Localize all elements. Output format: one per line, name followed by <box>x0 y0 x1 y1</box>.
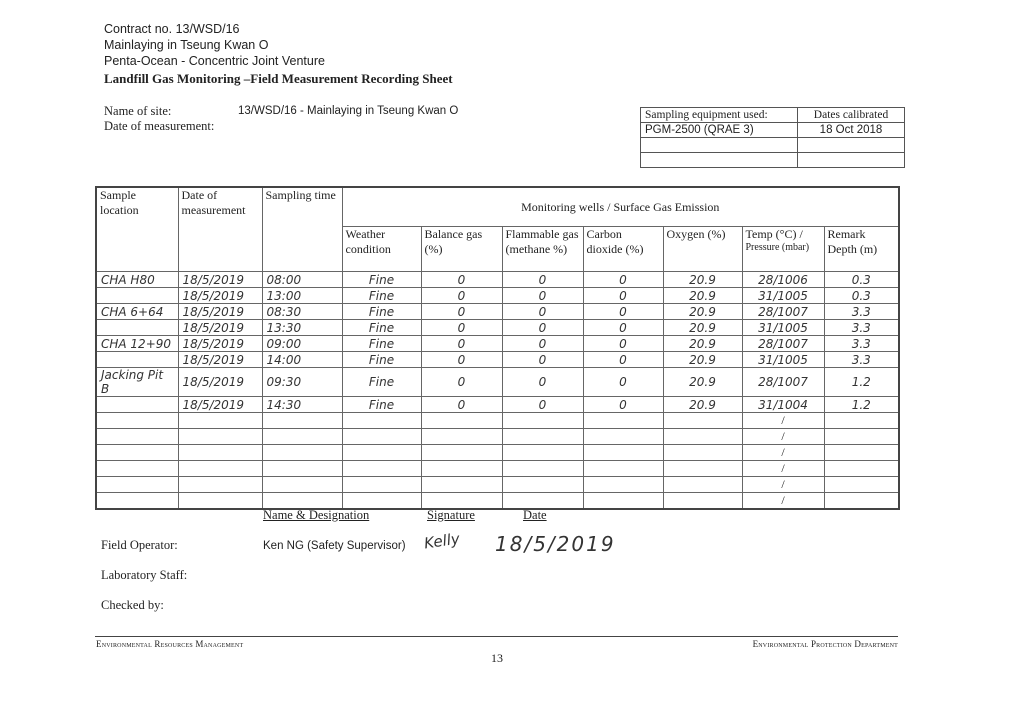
measurement-table <box>95 186 900 510</box>
table-row <box>96 272 899 288</box>
col-header-date: Date of measurement <box>178 187 262 272</box>
cell-weather <box>342 413 421 429</box>
cell-depth: 3.3 <box>824 336 899 352</box>
footer-right: Environmental Protection Department <box>752 639 898 649</box>
table-row-empty <box>96 445 899 461</box>
cell-co2 <box>583 461 663 477</box>
cell-date <box>178 445 262 461</box>
cell-oxygen <box>663 445 742 461</box>
cell-co2: 0 <box>583 336 663 352</box>
cell-depth: 1.2 <box>824 397 899 413</box>
cell-location: CHA 6+64 <box>96 304 178 320</box>
cell-depth: 1.2 <box>824 368 899 397</box>
cell-depth: 0.3 <box>824 272 899 288</box>
cell-flammable: 0 <box>502 397 583 413</box>
cell-flammable <box>502 445 583 461</box>
laboratory-staff-label: Laboratory Staff: <box>101 568 188 582</box>
cell-co2: 0 <box>583 368 663 397</box>
site-name-label: Name of site: <box>104 104 172 118</box>
cell-oxygen <box>663 461 742 477</box>
cell-date: 18/5/2019 <box>178 397 262 413</box>
cell-weather: Fine <box>342 397 421 413</box>
cell-temp-pressure: / <box>742 461 824 477</box>
cell-date: 18/5/2019 <box>178 320 262 336</box>
cell-weather: Fine <box>342 288 421 304</box>
cell-oxygen: 20.9 <box>663 368 742 397</box>
cell-weather <box>342 445 421 461</box>
cell-oxygen <box>663 493 742 510</box>
table-body <box>96 272 899 510</box>
cell-location <box>96 352 178 368</box>
cell-oxygen <box>663 429 742 445</box>
cell-balance <box>421 445 502 461</box>
cell-weather: Fine <box>342 304 421 320</box>
cell-flammable: 0 <box>502 288 583 304</box>
equipment-empty-cell <box>798 138 905 153</box>
cell-time <box>262 429 342 445</box>
cell-oxygen: 20.9 <box>663 397 742 413</box>
cell-time <box>262 413 342 429</box>
cell-co2: 0 <box>583 304 663 320</box>
cell-location: CHA 12+90 <box>96 336 178 352</box>
cell-balance <box>421 461 502 477</box>
table-row <box>96 397 899 413</box>
date-header: Date <box>523 508 547 522</box>
cell-flammable: 0 <box>502 272 583 288</box>
cell-temp-pressure: 31/1005 <box>742 320 824 336</box>
cell-flammable <box>502 493 583 510</box>
cell-date <box>178 477 262 493</box>
cell-balance <box>421 413 502 429</box>
cell-balance <box>421 477 502 493</box>
cell-flammable <box>502 477 583 493</box>
cell-temp-pressure: 31/1005 <box>742 352 824 368</box>
calibration-header: Dates calibrated <box>798 108 905 123</box>
cell-location <box>96 397 178 413</box>
col-header-location: Sample location <box>96 187 178 272</box>
table-row <box>96 352 899 368</box>
cell-time <box>262 461 342 477</box>
cell-temp-pressure: / <box>742 493 824 510</box>
table-row-empty <box>96 429 899 445</box>
cell-flammable <box>502 413 583 429</box>
footer-divider <box>95 636 898 637</box>
cell-date: 18/5/2019 <box>178 304 262 320</box>
cell-temp-pressure: / <box>742 445 824 461</box>
cell-weather <box>342 477 421 493</box>
cell-location <box>96 320 178 336</box>
pressure-label: Pressure (mbar) <box>745 242 810 253</box>
cell-temp-pressure: / <box>742 477 824 493</box>
cell-depth <box>824 445 899 461</box>
cell-flammable <box>502 461 583 477</box>
col-header-flammable: Flammable gas (methane %) <box>502 227 583 272</box>
equipment-device: PGM-2500 (QRAE 3) <box>641 123 798 138</box>
cell-date: 18/5/2019 <box>178 288 262 304</box>
cell-temp-pressure: 28/1007 <box>742 368 824 397</box>
cell-location <box>96 477 178 493</box>
cell-date <box>178 429 262 445</box>
table-row <box>96 304 899 320</box>
cell-date <box>178 493 262 510</box>
table-row <box>96 368 899 397</box>
table-row <box>96 336 899 352</box>
cell-balance: 0 <box>421 288 502 304</box>
equipment-table <box>640 107 905 168</box>
cell-oxygen: 20.9 <box>663 352 742 368</box>
field-operator-signature: Kelly <box>422 529 461 553</box>
col-header-co2: Carbon dioxide (%) <box>583 227 663 272</box>
cell-flammable: 0 <box>502 320 583 336</box>
cell-date: 18/5/2019 <box>178 352 262 368</box>
cell-location <box>96 493 178 510</box>
cell-location <box>96 461 178 477</box>
equipment-empty-cell <box>641 138 798 153</box>
cell-co2: 0 <box>583 272 663 288</box>
contract-number: Contract no. 13/WSD/16 <box>104 22 240 36</box>
cell-weather: Fine <box>342 352 421 368</box>
cell-co2: 0 <box>583 352 663 368</box>
table-row <box>96 320 899 336</box>
cell-temp-pressure: 28/1006 <box>742 272 824 288</box>
cell-depth: 0.3 <box>824 288 899 304</box>
cell-weather <box>342 429 421 445</box>
cell-co2 <box>583 493 663 510</box>
cell-temp-pressure: 31/1004 <box>742 397 824 413</box>
cell-time: 14:00 <box>262 352 342 368</box>
name-designation-header: Name & Designation <box>263 508 370 522</box>
field-operator-label: Field Operator: <box>101 538 178 552</box>
calibration-date: 18 Oct 2018 <box>798 123 905 138</box>
cell-weather: Fine <box>342 320 421 336</box>
table-row <box>96 288 899 304</box>
cell-temp-pressure: / <box>742 413 824 429</box>
cell-co2: 0 <box>583 320 663 336</box>
field-operator-name: Ken NG (Safety Supervisor) <box>263 540 406 552</box>
table-row-empty <box>96 477 899 493</box>
col-header-time: Sampling time <box>262 187 342 272</box>
cell-time <box>262 493 342 510</box>
col-header-group: Monitoring wells / Surface Gas Emission <box>342 187 899 227</box>
cell-weather: Fine <box>342 368 421 397</box>
cell-temp-pressure: 28/1007 <box>742 336 824 352</box>
equipment-header: Sampling equipment used: <box>641 108 798 123</box>
cell-flammable: 0 <box>502 352 583 368</box>
cell-oxygen: 20.9 <box>663 336 742 352</box>
cell-time: 08:00 <box>262 272 342 288</box>
equipment-empty-cell <box>641 153 798 168</box>
cell-co2: 0 <box>583 288 663 304</box>
cell-temp-pressure: 31/1005 <box>742 288 824 304</box>
cell-depth <box>824 477 899 493</box>
cell-depth <box>824 429 899 445</box>
cell-flammable <box>502 429 583 445</box>
signed-date: 18/5/2019 <box>495 532 616 556</box>
date-of-measurement-label: Date of measurement: <box>104 119 215 133</box>
cell-location <box>96 445 178 461</box>
cell-time: 08:30 <box>262 304 342 320</box>
cell-time: 09:30 <box>262 368 342 397</box>
cell-date: 18/5/2019 <box>178 272 262 288</box>
cell-flammable: 0 <box>502 336 583 352</box>
cell-balance: 0 <box>421 397 502 413</box>
cell-weather <box>342 461 421 477</box>
page-number: 13 <box>491 651 503 665</box>
cell-time <box>262 445 342 461</box>
cell-depth <box>824 461 899 477</box>
footer-left: Environmental Resources Management <box>96 639 244 649</box>
cell-date: 18/5/2019 <box>178 368 262 397</box>
cell-time: 14:30 <box>262 397 342 413</box>
cell-balance: 0 <box>421 352 502 368</box>
cell-time: 13:00 <box>262 288 342 304</box>
col-header-weather: Weather condition <box>342 227 421 272</box>
cell-weather <box>342 493 421 510</box>
cell-time: 13:30 <box>262 320 342 336</box>
cell-flammable: 0 <box>502 368 583 397</box>
cell-balance: 0 <box>421 304 502 320</box>
equipment-empty-cell <box>798 153 905 168</box>
cell-oxygen: 20.9 <box>663 320 742 336</box>
cell-weather: Fine <box>342 336 421 352</box>
cell-depth: 3.3 <box>824 320 899 336</box>
cell-temp-pressure: 28/1007 <box>742 304 824 320</box>
cell-location <box>96 413 178 429</box>
cell-oxygen: 20.9 <box>663 272 742 288</box>
cell-flammable: 0 <box>502 304 583 320</box>
cell-depth <box>824 413 899 429</box>
table-row-empty <box>96 461 899 477</box>
checked-by-label: Checked by: <box>101 598 164 612</box>
cell-balance <box>421 429 502 445</box>
col-header-remark: Remark Depth (m) <box>824 227 899 272</box>
cell-location <box>96 429 178 445</box>
cell-balance: 0 <box>421 320 502 336</box>
contractor-name: Penta-Ocean - Concentric Joint Venture <box>104 54 325 68</box>
signature-header: Signature <box>427 508 475 522</box>
cell-temp-pressure: / <box>742 429 824 445</box>
temp-label: Temp (°C) / <box>745 227 803 241</box>
col-header-oxygen: Oxygen (%) <box>663 227 742 272</box>
cell-oxygen: 20.9 <box>663 304 742 320</box>
cell-balance: 0 <box>421 272 502 288</box>
cell-co2: 0 <box>583 397 663 413</box>
cell-depth <box>824 493 899 510</box>
cell-oxygen <box>663 477 742 493</box>
cell-balance: 0 <box>421 368 502 397</box>
cell-location: CHA H80 <box>96 272 178 288</box>
cell-date: 18/5/2019 <box>178 336 262 352</box>
cell-date <box>178 461 262 477</box>
cell-time <box>262 477 342 493</box>
cell-weather: Fine <box>342 272 421 288</box>
cell-co2 <box>583 413 663 429</box>
cell-date <box>178 413 262 429</box>
cell-oxygen: 20.9 <box>663 288 742 304</box>
sheet-title: Landfill Gas Monitoring –Field Measurement Recording Sheet <box>104 71 453 86</box>
cell-time: 09:00 <box>262 336 342 352</box>
cell-balance: 0 <box>421 336 502 352</box>
col-header-balance: Balance gas (%) <box>421 227 502 272</box>
cell-location: Jacking Pit B <box>96 368 178 397</box>
cell-oxygen <box>663 413 742 429</box>
cell-depth: 3.3 <box>824 352 899 368</box>
cell-balance <box>421 493 502 510</box>
table-row-empty <box>96 493 899 510</box>
cell-co2 <box>583 477 663 493</box>
cell-co2 <box>583 445 663 461</box>
site-name-value: 13/WSD/16 - Mainlaying in Tseung Kwan O <box>238 105 459 117</box>
cell-depth: 3.3 <box>824 304 899 320</box>
cell-co2 <box>583 429 663 445</box>
table-row-empty <box>96 413 899 429</box>
project-name: Mainlaying in Tseung Kwan O <box>104 38 269 52</box>
col-header-temp <box>742 227 824 272</box>
cell-location <box>96 288 178 304</box>
